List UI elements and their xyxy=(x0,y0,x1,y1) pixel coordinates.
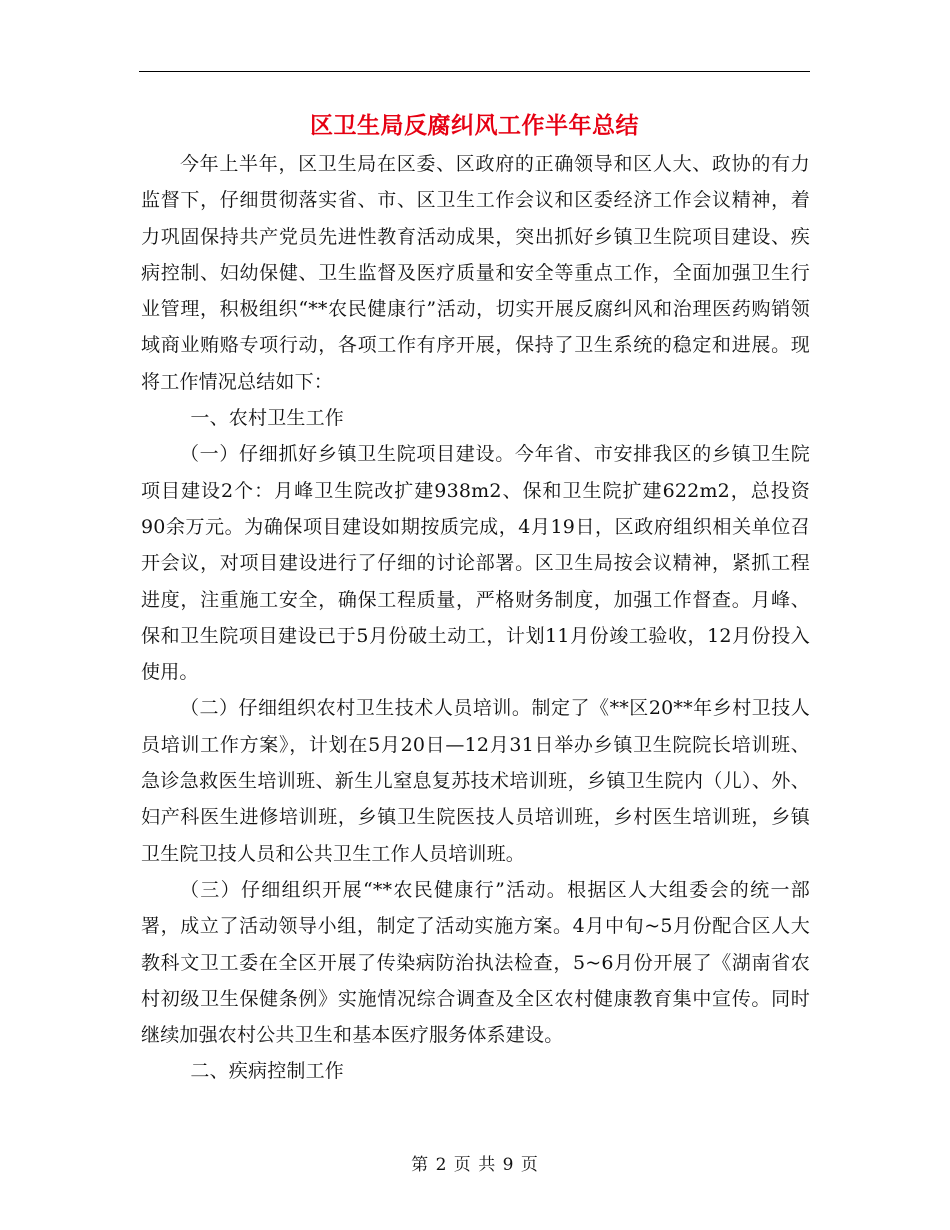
document-title: 区卫生局反腐纠风工作半年总结 xyxy=(310,112,639,139)
paragraph-staff-training: （二）仔细组织农村卫生技术人员培训。制定了《**区20**年乡村卫技人员培训工作方案》，计划在5月20日—12月31日举办乡镇卫生院院长培训班、急诊急救医生培训班、新生儿窒息复苏技术培训班，乡镇卫生院内（儿）、外、妇产科医生进修培训班，乡镇卫生院医技人员培训班，乡村医生培训班，乡镇卫生院卫技人员和公共卫生工作人员培训班。 xyxy=(141,697,810,865)
footer-prefix: 第 xyxy=(411,1155,430,1175)
footer-total-pages: 9 xyxy=(502,1155,515,1175)
paragraph-health-campaign: （三）仔细组织开展“**农民健康行”活动。根据区人大组委会的统一部署，成立了活动领导小组，制定了活动实施方案。4月中旬~5月份配合区人大教科文卫工委在全区开展了传染病防治执法检查，5~6月份开展了《湖南省农村初级卫生保健条例》实施情况综合调查及全区农村健康教育集中宣传。同时继续加强农村公共卫生和基本医疗服务体系建设。 xyxy=(141,878,810,1047)
section-heading-rural-health: 一、农村卫生工作 xyxy=(190,407,344,430)
paragraph-hospital-projects: （一）仔细抓好乡镇卫生院项目建设。今年省、市安排我区的乡镇卫生院项目建设2个：月峰卫生院改扩建938m2、保和卫生院扩建622m2，总投资90余万元。为确保项目建设如期按质完成，4月19日，区政府组织相关单位召开会议，对项目建设进行了仔细的讨论部署。区卫生局按会议精神，紧抓工程进度，注重施工安全，确保工程质量，严格财务制度，加强工作督查。月峰、保和卫生院项目建设已于5月份破土动工，计划11月份竣工验收，12月份投入使用。 xyxy=(141,443,810,684)
footer-middle: 页 共 xyxy=(453,1155,497,1175)
document-body xyxy=(141,146,810,1090)
page-footer xyxy=(0,1153,950,1177)
footer-current-page: 2 xyxy=(435,1155,448,1175)
footer-suffix: 页 xyxy=(520,1155,539,1175)
paragraph-intro: 今年上半年，区卫生局在区委、区政府的正确领导和区人大、政协的有力监督下，仔细贯彻落实省、市、区卫生工作会议和区委经济工作会议精神，着力巩固保持共产党员先进性教育活动成果，突出抓好乡镇卫生院项目建设、疾病控制、妇幼保健、卫生监督及医疗质量和安全等重点工作，全面加强卫生行业管理，积极组织“**农民健康行”活动，切实开展反腐纠风和治理医药购销领域商业贿赂专项行动，各项工作有序开展，保持了卫生系统的稳定和进展。现将工作情况总结如下： xyxy=(141,153,810,393)
section-heading-disease-control: 二、疾病控制工作 xyxy=(190,1060,344,1083)
header-rule xyxy=(139,71,810,72)
